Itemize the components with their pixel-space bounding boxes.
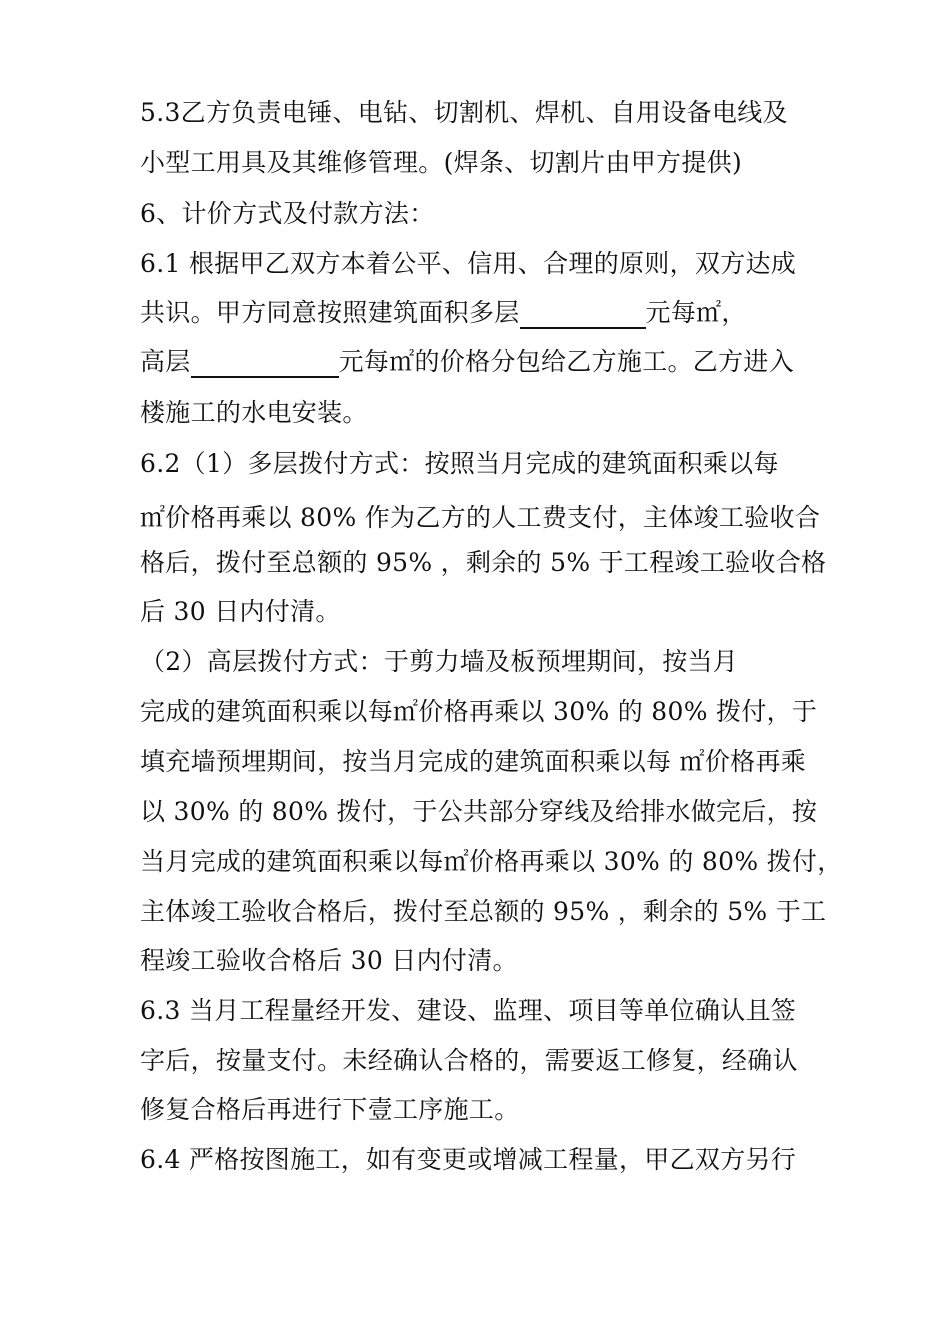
clause-6-2-2-line-2: 完成的建筑面积乘以每㎡价格再乘以 30% 的 80% 拨付，于 [140,697,818,726]
clause-6-2-2-line-7: 程竣工验收合格后 30 日内付清。 [140,946,518,975]
clause-6-1-line-1: 6.1 根据甲乙双方本着公平、信用、合理的原则，双方达成 [140,249,797,278]
multi-storey-price-label: 共识。甲方同意按照建筑面积多层 [140,298,520,327]
clause-6-2-2-line-3: 填充墙预埋期间，按当月完成的建筑面积乘以每 ㎡价格再乘 [140,747,807,776]
multi-storey-price-blank [520,299,646,329]
clause-6-2-1-line-3: 格后，拨付至总额的 95% ，剩余的 5% 于工程竣工验收合格 [140,548,827,577]
clause-6-3-line-2: 字后，按量支付。未经确认合格的，需要返工修复，经确认 [140,1046,798,1075]
clause-6-3-line-1: 6.3 当月工程量经开发、建设、监理、项目等单位确认且签 [140,996,797,1025]
clause-6-2-1-line-4: 后 30 日内付清。 [140,597,341,626]
clause-6-2-2-line-4: 以 30% 的 80% 拨付，于公共部分穿线及给排水做完后，按 [140,797,818,826]
clause-6-1-line-2 [140,297,747,329]
clause-6-3-line-3: 修复合格后再进行下壹工序施工。 [140,1095,520,1124]
clause-6-2-2-line-6: 主体竣工验收合格后，拨付至总额的 95% ，剩余的 5% 于工 [140,897,827,926]
section-6-heading: 6、计价方式及付款方法： [140,199,435,228]
clause-6-2-2-line-5: 当月完成的建筑面积乘以每㎡价格再乘以 30% 的 80% 拨付， [140,847,843,876]
high-rise-price-label: 高层 [140,347,191,376]
clause-6-2-2-line-1: （2）高层拨付方式：于剪力墙及板预埋期间，按当月 [140,647,739,676]
clause-5-3-line-2: 小型工用具及其维修管理。(焊条、切割片由甲方提供) [140,148,743,177]
high-rise-price-blank [191,348,339,378]
multi-storey-price-unit: 元每㎡， [645,298,747,327]
clause-6-4-line-1: 6.4 严格按图施工，如有变更或增减工程量，甲乙双方另行 [140,1145,797,1174]
clause-6-2-1-line-1: 6.2（1）多层拨付方式：按照当月完成的建筑面积乘以每 [140,449,779,478]
clause-6-1-line-4: 楼施工的水电安装。 [140,398,368,427]
clause-6-1-line-3 [140,346,794,378]
clause-6-2-1-line-2: ㎡价格再乘以 80% 作为乙方的人工费支付，主体竣工验收合 [140,503,821,532]
high-rise-price-unit: 元每㎡的价格分包给乙方施工。乙方进入 [338,347,795,376]
clause-5-3-line-1: 5.3乙方负责电锤、电钻、切割机、焊机、自用设备电线及 [140,98,788,127]
